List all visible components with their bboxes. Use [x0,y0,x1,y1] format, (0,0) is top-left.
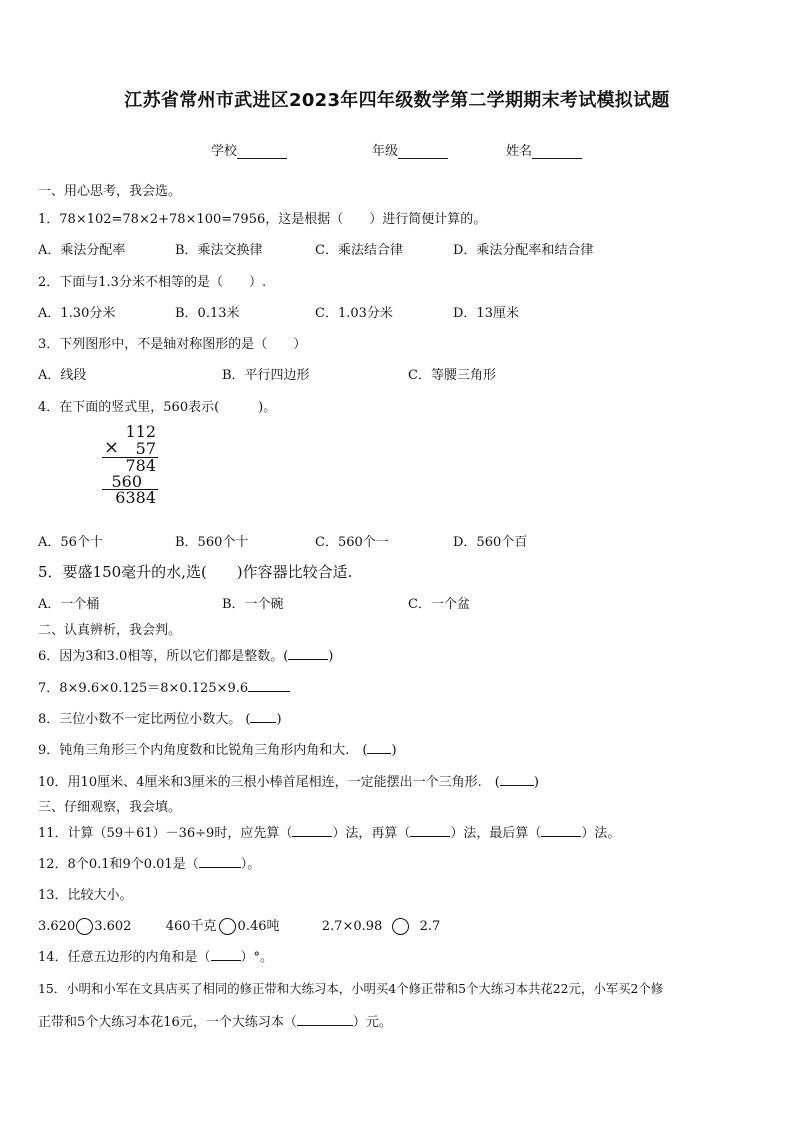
q2-option-a[interactable]: A．1.30分米 [38,306,116,321]
question-4-text: 4．在下面的竖式里，560表示( )。 [38,400,277,415]
name-label: 姓名 [506,144,533,159]
q9-text: 9．钝角三角形三个内角度数和比锐角三角形内角和大. ( [38,743,368,758]
q2-option-c[interactable]: C．1.03分米 [315,306,393,321]
partial-product-1: 784 [125,456,156,475]
q15-text: 正带和5个大练习本花16元，一个大练习本（ [38,1015,297,1030]
grade-blank[interactable] [398,144,448,159]
q8-answer-blank[interactable] [250,709,276,723]
q10-close: ) [533,775,539,790]
q9-close: ) [391,743,397,758]
q7-answer-blank[interactable] [248,678,290,692]
question-15-line-1: 15．小明和小军在文具店买了相同的修正带和大练习本，小明买4个修正带和5个大练习本共花22元，小军买2个修 [38,981,664,996]
q11-blank-1[interactable] [292,823,332,837]
question-8 [38,708,282,727]
cmp2-right: 0.46吨 [237,919,280,934]
q11-text-4: ）法。 [581,826,621,841]
vertical-multiplication [100,422,170,508]
question-2-text: 2．下面与1.3分米不相等的是（ ）. [38,275,267,290]
name-blank[interactable] [532,144,582,159]
question-10 [38,771,539,790]
section-2-heading: 二、认真辨析，我会判。 [38,623,182,638]
q8-close: ) [276,712,282,727]
product-result: 6384 [115,488,156,507]
q11-blank-3[interactable] [541,823,581,837]
q14-text: 14．任意五边形的内角和是（ [38,950,211,965]
cmp3-circle[interactable] [392,918,409,935]
question-13-comparisons [38,915,440,935]
q5-option-a[interactable]: A．一个桶 [38,597,100,612]
question-11 [38,822,620,841]
q10-text: 10．用10厘米、4厘米和3厘米的三根小棒首尾相连，一定能摆出一个三角形. ( [38,775,500,790]
cmp1-left: 3.620 [38,919,76,934]
q10-answer-blank[interactable] [500,772,534,786]
question-15-line-2 [38,1011,392,1030]
section-1-heading: 一、用心思考，我会选。 [38,184,182,199]
q6-answer-blank[interactable] [288,646,328,660]
school-field [211,140,287,159]
q11-blank-2[interactable] [410,823,450,837]
q1-option-a[interactable]: A．乘法分配率 [38,243,126,258]
student-info-line [0,140,794,160]
cmp2-left: 460千克 [165,919,217,934]
cmp1-circle[interactable] [76,918,93,935]
grade-field [372,140,448,159]
q9-answer-blank[interactable] [367,740,391,754]
section-3-heading: 三、仔细观察，我会填。 [38,800,182,815]
question-9 [38,739,397,758]
partial-product-2: 560 [111,472,142,491]
multiplier: 57 [135,439,156,458]
q12-answer-blank[interactable] [199,854,241,868]
cmp2-circle[interactable] [219,918,236,935]
cmp1-right: 3.602 [94,919,132,934]
q4-option-d[interactable]: D．560个百 [453,535,528,550]
q7-text: 7．8×9.6×0.125＝8×0.125×9.6 [38,681,249,696]
q12-close: ）。 [240,857,261,872]
name-field [506,140,582,159]
question-1-text: 1．78×102=78×2+78×100=7956，这是根据（ ）进行简便计算的。 [38,212,487,227]
q1-option-b[interactable]: B．乘法交换律 [175,243,263,258]
q3-option-b[interactable]: B．平行四边形 [222,368,310,383]
q3-option-a[interactable]: A．线段 [38,368,87,383]
question-13-text: 13．比较大小。 [38,888,133,903]
q2-option-b[interactable]: B．0.13米 [175,306,240,321]
q14-answer-blank[interactable] [211,947,241,961]
q5-option-c[interactable]: C．一个盆 [408,597,470,612]
q1-option-c[interactable]: C．乘法结合律 [315,243,403,258]
q2-option-d[interactable]: D．13厘米 [453,306,519,321]
question-14 [38,946,273,965]
q15-answer-blank[interactable] [297,1012,353,1026]
q4-option-b[interactable]: B．560个十 [175,535,249,550]
question-12 [38,853,260,872]
q6-text: 6．因为3和3.0相等，所以它们都是整数。( [38,649,289,664]
q8-text: 8．三位小数不一定比两位小数大。 ( [38,712,251,727]
q11-text-3: ）法，最后算（ [450,826,542,841]
question-7 [38,677,290,696]
multiplicand: 112 [125,422,156,441]
q5-option-b[interactable]: B．一个碗 [222,597,284,612]
question-5-text: 5．要盛150毫升的水,选( )作容器比较合适. [38,563,353,581]
q3-option-c[interactable]: C．等腰三角形 [408,368,496,383]
page-title: 江苏省常州市武进区2023年四年级数学第二学期期末考试模拟试题 [124,90,670,111]
q14-close: ）°。 [240,950,274,965]
times-sign: × [104,437,120,458]
q4-option-a[interactable]: A．56个十 [38,535,103,550]
q6-close: ) [328,649,334,664]
q15-close: ）元。 [352,1015,392,1030]
cmp3-right: 2.7 [419,919,441,934]
q11-text-1: 11．计算（59＋61）－36÷9时，应先算（ [38,826,293,841]
q1-option-d[interactable]: D．乘法分配率和结合律 [453,243,594,258]
school-label: 学校 [211,144,238,159]
question-3-text: 3．下列图形中，不是轴对称图形的是（ ） [38,337,307,352]
question-6 [38,645,333,664]
q12-text: 12．8个0.1和9个0.01是（ [38,857,199,872]
grade-label: 年级 [372,144,399,159]
q4-option-c[interactable]: C．560个一 [315,535,389,550]
q11-text-2: ）法，再算（ [332,826,411,841]
cmp3-left: 2.7×0.98 [321,919,383,934]
school-blank[interactable] [237,144,287,159]
